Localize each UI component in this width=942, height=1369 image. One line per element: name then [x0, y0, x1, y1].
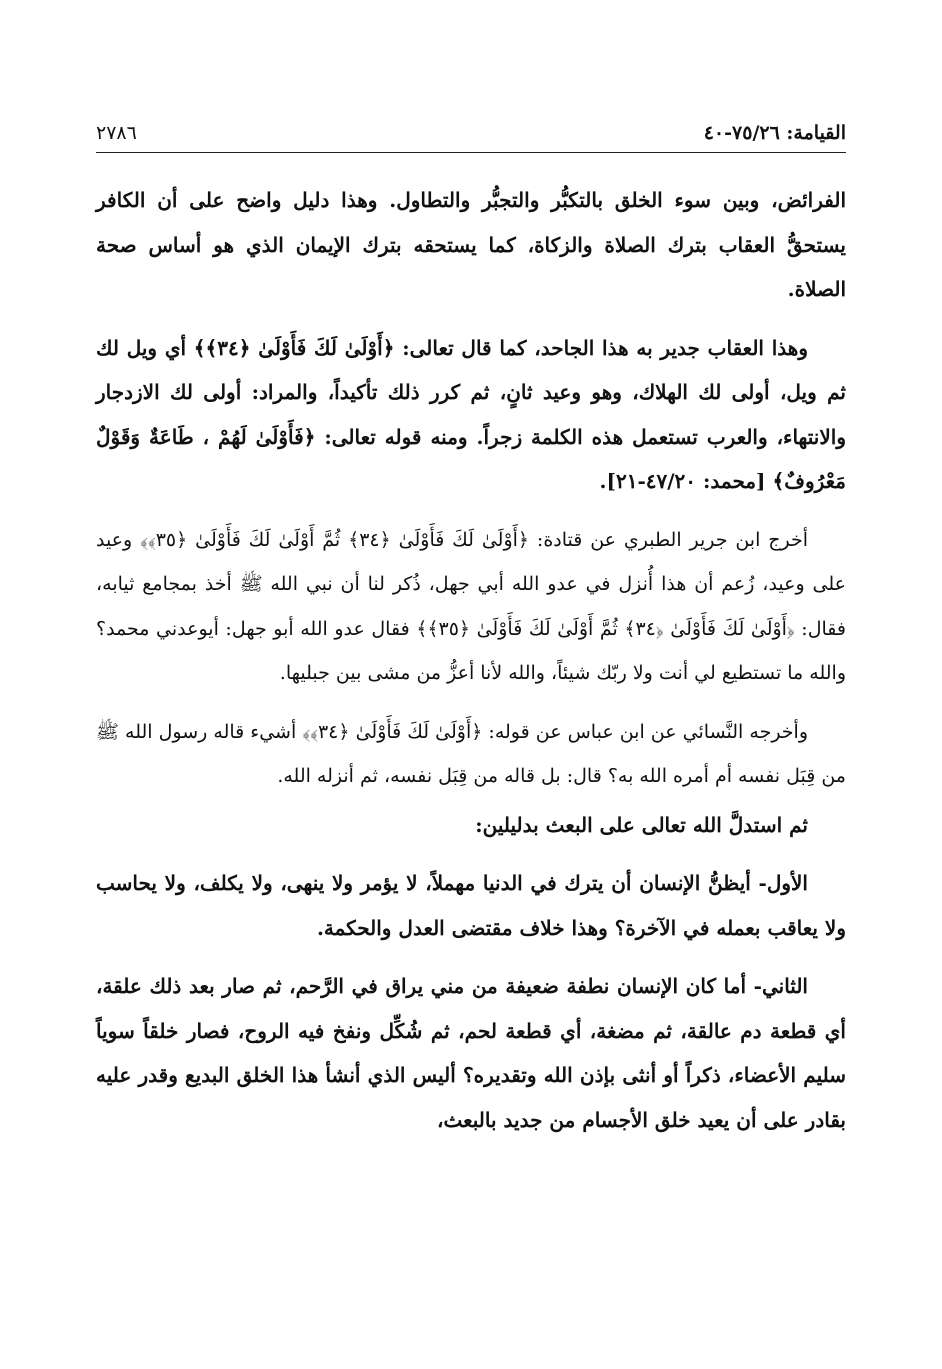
paragraph-5: ثم استدلَّ الله تعالى على البعث بدليلين:	[475, 812, 808, 837]
paragraph-4: وأخرجه النَّسائي عن ابن عباس عن قوله: ﴿أَوْلَىٰ لَكَ فَأَوْلَىٰ ﴿٣٤﴾﴾ أشيء قاله رسول الله ﷺ من قِبَل نفسه أم أمره الله به؟ قال: بل قاله من قِبَل نفسه، ثم أنزله الله.	[96, 720, 846, 787]
paragraph-1: الفرائض، وبين سوء الخلق بالتكبُّر والتجبُّر والتطاول. وهذا دليل واضح على أن الكافر يستحقُّ العقاب بترك الصلاة والزكاة، كما يستحقه بترك الإيمان الذي هو أساس صحة الصلاة.	[96, 188, 846, 301]
running-header	[96, 118, 846, 148]
paragraph-6: الأول- أيظنُّ الإنسان أن يترك في الدنيا مهملاً، لا يؤمر ولا ينهى، ولا يكلف، ولا يحاسب ولا يعاقب بعمله في الآخرة؟ وهذا خلاف مقتضى العدل والحكمة.	[96, 871, 846, 940]
surah-reference: القيامة: ٧٥/٢٦-٤٠	[703, 122, 846, 144]
paragraph-2: وهذا العقاب جدير به هذا الجاحد، كما قال تعالى: ﴿أَوْلَىٰ لَكَ فَأَوْلَىٰ ﴿٣٤﴾﴾ أي ويل لك ثم ويل، أولى لك الهلاك، وهو وعيد ثانٍ، ثم كرر ذلك تأكيداً، والمراد: أولى لك الازدجار والانتهاء، والعرب تستعمل هذه الكلمة زجراً. ومنه قوله تعالى: ﴿فَأَوْلَىٰ لَهُمْ ، طَاعَةٌ وَقَوْلٌ مَعْرُوفٌ﴾ [محمد: ٤٧/٢٠-٢١].	[96, 335, 846, 493]
paragraph-7: الثاني- أما كان الإنسان نطفة ضعيفة من مني يراق في الرَّحم، ثم صار بعد ذلك علقة، أي قطعة دم عالقة، ثم مضغة، أي قطعة لحم، ثم شُكِّل ونفخ فيه الروح، فصار خلقاً سوياً سليم الأعضاء، ذكراً أو أنثى بإذن الله وتقديره؟ أليس الذي أنشأ هذا الخلق البديع وقدر عليه بقادر على أن يعيد خلق الأجسام من جديد بالبعث،	[96, 974, 846, 1132]
paragraph-3: أخرج ابن جرير الطبري عن قتادة: ﴿أَوْلَىٰ لَكَ فَأَوْلَىٰ ﴿٣٤﴾ ثُمَّ أَوْلَىٰ لَكَ فَأَوْلَىٰ ﴿٣٥﴾﴾ وعيد على وعيد، زُعم أن هذا أُنزل في عدو الله أبي جهل، ذُكر لنا أن نبي الله ﷺ أخذ بمجامع ثيابه، فقال: ﴿أَوْلَىٰ لَكَ فَأَوْلَىٰ ﴿٣٤﴾ ثُمَّ أَوْلَىٰ لَكَ فَأَوْلَىٰ ﴿٣٥﴾﴾ فقال عدو الله أبو جهل: أيوعدني محمد؟ والله ما تستطيع لي أنت ولا ربّك شيئاً، والله لأنا أعزُّ من مشى بين جبليها.	[96, 528, 846, 684]
header-rule	[96, 152, 846, 153]
body-text	[96, 178, 846, 1152]
page-number: ٢٧٨٦	[96, 122, 137, 144]
